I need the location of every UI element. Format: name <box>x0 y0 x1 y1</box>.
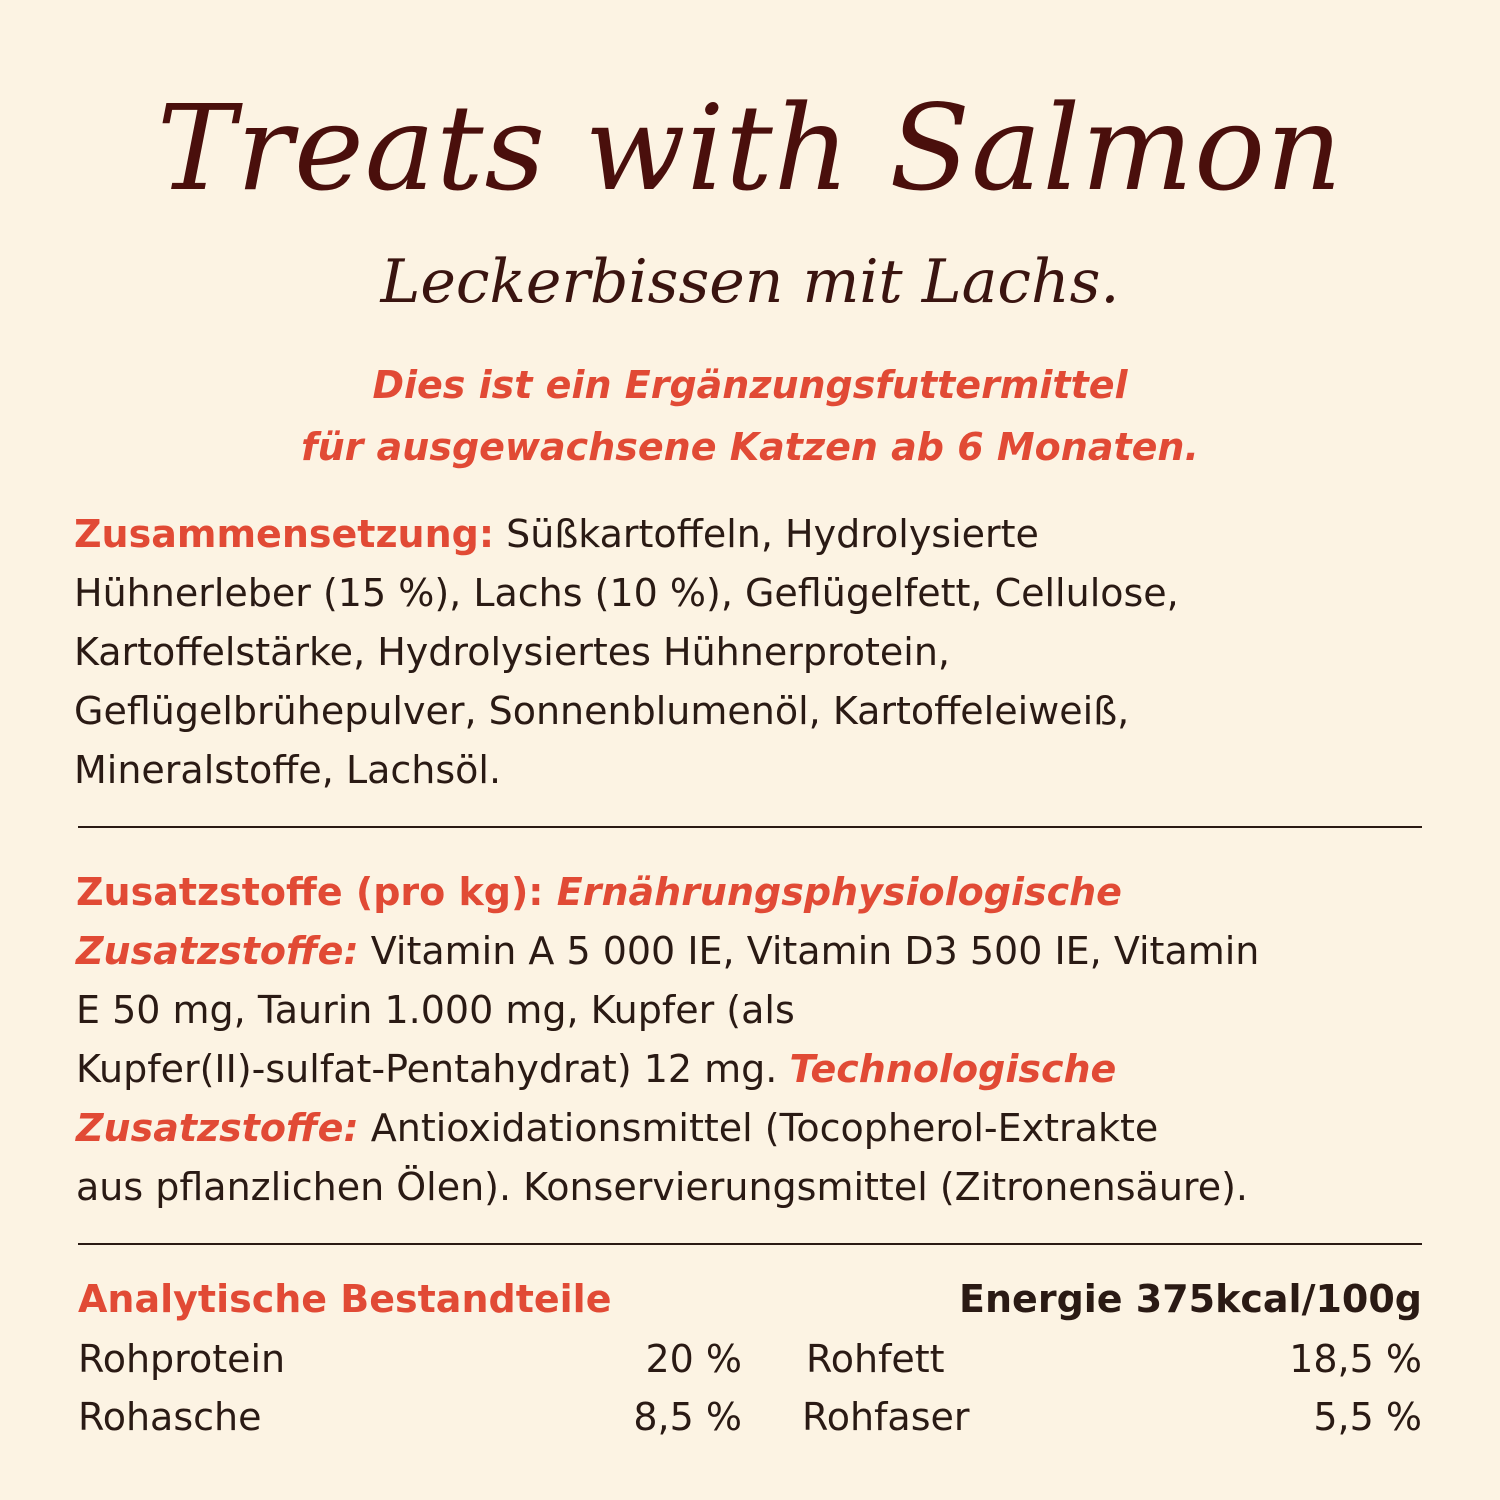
composition-line-5: Mineralstoffe, Lachsöl. <box>74 748 502 792</box>
additives-label: Zusatzstoffe (pro kg): <box>76 870 544 914</box>
additives-line-2: Vitamin A 5 000 IE, Vitamin D3 500 IE, Vitamin <box>358 929 1260 973</box>
constituent-name: Rohprotein <box>78 1337 286 1381</box>
nutritional-additives-label-a: Ernährungsphysiologische <box>543 870 1122 914</box>
composition-section <box>74 505 1434 800</box>
table-row <box>78 1330 1422 1388</box>
additives-line-3: E 50 mg, Taurin 1.000 mg, Kupfer (als <box>76 988 795 1032</box>
constituent-value: 5,5 % <box>1313 1395 1422 1439</box>
analytical-constituents <box>78 1270 1422 1446</box>
constituent-name: Rohfett <box>806 1337 945 1381</box>
additives-line-5: Antioxidationsmittel (Tocopherol-Extrakte <box>358 1106 1159 1150</box>
composition-line-1: Süßkartoffeln, Hydrolysierte <box>494 512 1039 556</box>
divider-2 <box>78 1243 1422 1245</box>
table-row <box>78 1388 1422 1446</box>
composition-line-4: Geflügelbrühepulver, Sonnenblumenöl, Kartoffeleiweiß, <box>74 689 1130 733</box>
notice-line-2: für ausgewachsene Katzen ab 6 Monaten. <box>301 425 1199 469</box>
constituent-name: Rohfaser <box>802 1395 970 1439</box>
technological-additives-label-b: Zusatzstoffe: <box>76 1106 359 1150</box>
divider-1 <box>78 826 1422 828</box>
composition-line-3: Kartoffelstärke, Hydrolysiertes Hühnerprotein, <box>74 630 950 674</box>
notice-line-1: Dies ist ein Ergänzungsfuttermittel <box>372 363 1128 407</box>
composition-line-2: Hühnerleber (15 %), Lachs (10 %), Geflügelfett, Cellulose, <box>74 571 1179 615</box>
constituent-value: 18,5 % <box>1289 1337 1422 1381</box>
constituent-value: 8,5 % <box>633 1395 742 1439</box>
page-title: Treats with Salmon <box>156 79 1344 217</box>
constituent-name: Rohasche <box>78 1395 262 1439</box>
additives-section <box>76 863 1436 1217</box>
constituent-value: 20 % <box>645 1337 742 1381</box>
analysis-heading: Analytische Bestandteile <box>78 1277 612 1321</box>
additives-line-6: aus pflanzlichen Ölen). Konservierungsmittel (Zitronensäure). <box>76 1165 1248 1209</box>
nutritional-additives-label-b: Zusatzstoffe: <box>76 929 359 973</box>
additives-line-4: Kupfer(II)-sulfat-Pentahydrat) 12 mg. <box>76 1047 790 1091</box>
composition-label: Zusammensetzung: <box>74 512 495 556</box>
technological-additives-label-a: Technologische <box>789 1047 1117 1091</box>
energy-value: Energie 375kcal/100g <box>959 1277 1422 1321</box>
feed-notice <box>0 354 1500 478</box>
page-subtitle: Leckerbissen mit Lachs. <box>380 247 1120 317</box>
